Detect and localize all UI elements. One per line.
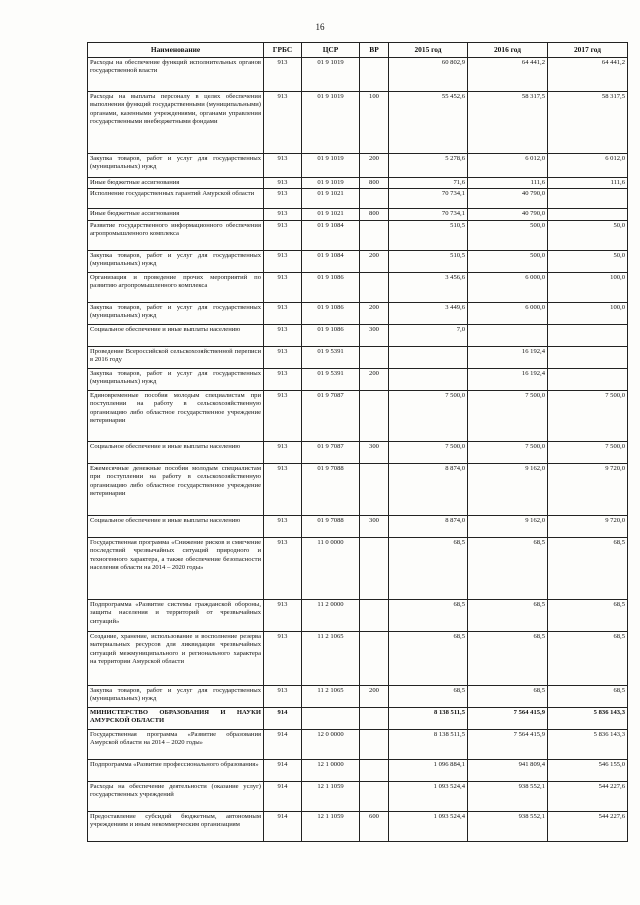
cell-2017: [548, 209, 628, 220]
cell-2016: 6 000,0: [468, 272, 548, 302]
cell-2016: 111,6: [468, 178, 548, 189]
cell-grbs: 914: [264, 811, 302, 841]
cell-2016: 64 441,2: [468, 58, 548, 92]
cell-name: Социальное обеспечение и иные выплаты населению: [88, 515, 264, 537]
cell-2015: 70 734,1: [389, 209, 468, 220]
cell-name: Исполнение государственных гарантий Амурской области: [88, 189, 264, 209]
table-row: [88, 631, 628, 685]
cell-2017: 68,5: [548, 685, 628, 707]
cell-2016: 941 809,4: [468, 759, 548, 781]
cell-csr: 11 0 0000: [302, 537, 360, 599]
cell-csr: 12 1 1059: [302, 811, 360, 841]
table-row: [88, 58, 628, 92]
cell-2015: 1 093 524,4: [389, 781, 468, 811]
table-row: [88, 346, 628, 368]
cell-2016: 7 500,0: [468, 390, 548, 441]
cell-2015: 55 452,6: [389, 92, 468, 154]
table-row: [88, 154, 628, 178]
cell-2016: 938 552,1: [468, 781, 548, 811]
cell-csr: 01 9 1084: [302, 250, 360, 272]
cell-name: Развитие государственного информационного обеспечения агропромышленного комплекса: [88, 220, 264, 250]
table-row: [88, 707, 628, 729]
cell-2015: 68,5: [389, 631, 468, 685]
cell-name: МИНИСТЕРСТВО ОБРАЗОВАНИЯ И НАУКИ АМУРСКОЙ ОБЛАСТИ: [88, 707, 264, 729]
table-row: [88, 537, 628, 599]
cell-2016: 6 012,0: [468, 154, 548, 178]
cell-vr: [360, 631, 389, 685]
cell-grbs: 913: [264, 209, 302, 220]
cell-csr: 01 9 1019: [302, 154, 360, 178]
cell-name: Подпрограмма «Развитие профессионального образования»: [88, 759, 264, 781]
cell-vr: 300: [360, 515, 389, 537]
cell-grbs: 913: [264, 390, 302, 441]
cell-grbs: 913: [264, 250, 302, 272]
cell-vr: [360, 781, 389, 811]
cell-name: Расходы на обеспечение деятельности (оказание услуг) государственных учреждений: [88, 781, 264, 811]
cell-csr: 12 0 0000: [302, 729, 360, 759]
cell-name: Закупка товаров, работ и услуг для государственных (муниципальных) нужд: [88, 685, 264, 707]
cell-csr: 01 9 1021: [302, 209, 360, 220]
table-row: [88, 189, 628, 209]
cell-csr: 01 9 1086: [302, 272, 360, 302]
cell-csr: 12 1 0000: [302, 759, 360, 781]
cell-csr: 01 9 1019: [302, 58, 360, 92]
cell-csr: 01 9 7087: [302, 390, 360, 441]
cell-vr: 200: [360, 250, 389, 272]
cell-2017: 5 836 143,3: [548, 707, 628, 729]
cell-2015: 3 449,6: [389, 302, 468, 324]
cell-vr: 800: [360, 209, 389, 220]
cell-vr: [360, 220, 389, 250]
cell-vr: [360, 707, 389, 729]
cell-2017: [548, 189, 628, 209]
cell-2015: 1 096 884,1: [389, 759, 468, 781]
cell-grbs: 914: [264, 707, 302, 729]
budget-table: [87, 42, 628, 842]
cell-2015: 70 734,1: [389, 189, 468, 209]
cell-2017: 9 720,0: [548, 515, 628, 537]
cell-2017: 64 441,2: [548, 58, 628, 92]
cell-vr: [360, 759, 389, 781]
cell-csr: [302, 707, 360, 729]
cell-2017: 6 012,0: [548, 154, 628, 178]
cell-name: Организация и проведение прочих мероприятий по развитию агропромышленного комплекса: [88, 272, 264, 302]
cell-grbs: 914: [264, 729, 302, 759]
table-row: [88, 759, 628, 781]
cell-csr: 11 2 1065: [302, 685, 360, 707]
table-body: [88, 58, 628, 842]
cell-vr: 600: [360, 811, 389, 841]
header-csr: ЦСР: [302, 43, 360, 58]
table-row: [88, 599, 628, 631]
table-row: [88, 220, 628, 250]
cell-2017: 5 836 143,3: [548, 729, 628, 759]
table-row: [88, 324, 628, 346]
cell-2017: 68,5: [548, 599, 628, 631]
cell-2017: 100,0: [548, 272, 628, 302]
cell-csr: 11 2 0000: [302, 599, 360, 631]
cell-2015: 8 874,0: [389, 463, 468, 515]
cell-2015: 5 278,6: [389, 154, 468, 178]
cell-name: Государственная программа «Развитие образования Амурской области на 2014 – 2020 годы»: [88, 729, 264, 759]
cell-name: Создание, хранение, использование и восполнение резерва материальных ресурсов для ликвидации чрезвычайных ситуаций межмуниципального и регионального характера на территории Амурской области: [88, 631, 264, 685]
cell-2015: [389, 368, 468, 390]
cell-2016: 6 000,0: [468, 302, 548, 324]
cell-2015: 8 874,0: [389, 515, 468, 537]
cell-2016: 40 790,0: [468, 189, 548, 209]
cell-2016: 7 564 415,9: [468, 707, 548, 729]
cell-2016: 68,5: [468, 631, 548, 685]
cell-2015: 3 456,6: [389, 272, 468, 302]
cell-2015: 510,5: [389, 220, 468, 250]
cell-vr: 300: [360, 324, 389, 346]
cell-csr: 01 9 1021: [302, 189, 360, 209]
cell-grbs: 913: [264, 324, 302, 346]
cell-2017: 58 317,5: [548, 92, 628, 154]
cell-csr: 01 9 7087: [302, 441, 360, 463]
cell-csr: 01 9 7088: [302, 463, 360, 515]
cell-name: Государственная программа «Снижение рисков и смягчение последствий чрезвычайных ситуаций природного и техногенного характера, а также обеспечение безопасности населения области на 2014 – 2020 годы»: [88, 537, 264, 599]
cell-vr: 200: [360, 154, 389, 178]
cell-name: Иные бюджетные ассигнования: [88, 178, 264, 189]
table-row: [88, 302, 628, 324]
cell-grbs: 914: [264, 759, 302, 781]
cell-2016: 68,5: [468, 685, 548, 707]
cell-2015: 7 500,0: [389, 441, 468, 463]
cell-2017: 68,5: [548, 537, 628, 599]
table-header-row: [88, 43, 628, 58]
cell-name: Социальное обеспечение и иные выплаты населению: [88, 324, 264, 346]
cell-vr: 200: [360, 368, 389, 390]
cell-grbs: 913: [264, 189, 302, 209]
cell-2017: 546 155,0: [548, 759, 628, 781]
cell-vr: 200: [360, 685, 389, 707]
cell-2017: [548, 346, 628, 368]
table-row: [88, 250, 628, 272]
cell-grbs: 913: [264, 631, 302, 685]
header-vr: ВР: [360, 43, 389, 58]
cell-csr: 01 9 1086: [302, 302, 360, 324]
cell-2017: 100,0: [548, 302, 628, 324]
table-row: [88, 811, 628, 841]
header-2016: 2016 год: [468, 43, 548, 58]
cell-2016: 9 162,0: [468, 515, 548, 537]
cell-2017: [548, 368, 628, 390]
cell-2016: 16 192,4: [468, 368, 548, 390]
table-row: [88, 463, 628, 515]
cell-name: Единовременные пособия молодым специалистам при поступлении на работу в сельскохозяйственную организацию либо областное государственное учреждение ветеринарии: [88, 390, 264, 441]
cell-2016: 938 552,1: [468, 811, 548, 841]
cell-vr: [360, 189, 389, 209]
cell-vr: [360, 346, 389, 368]
cell-vr: 200: [360, 302, 389, 324]
cell-grbs: 913: [264, 515, 302, 537]
table-row: [88, 92, 628, 154]
cell-csr: 01 9 1019: [302, 92, 360, 154]
cell-2017: [548, 324, 628, 346]
cell-vr: 300: [360, 441, 389, 463]
table-row: [88, 729, 628, 759]
cell-csr: 01 9 5391: [302, 368, 360, 390]
cell-vr: [360, 537, 389, 599]
cell-2015: 1 093 524,4: [389, 811, 468, 841]
cell-2016: 7 564 415,9: [468, 729, 548, 759]
cell-vr: [360, 463, 389, 515]
cell-2016: 500,0: [468, 220, 548, 250]
cell-grbs: 913: [264, 220, 302, 250]
cell-2015: 7 500,0: [389, 390, 468, 441]
cell-2016: 40 790,0: [468, 209, 548, 220]
cell-name: Закупка товаров, работ и услуг для государственных (муниципальных) нужд: [88, 302, 264, 324]
cell-vr: [360, 272, 389, 302]
cell-csr: 01 9 1086: [302, 324, 360, 346]
cell-vr: [360, 390, 389, 441]
cell-vr: [360, 58, 389, 92]
table-row: [88, 390, 628, 441]
cell-2016: 9 162,0: [468, 463, 548, 515]
cell-2015: 7,0: [389, 324, 468, 346]
cell-csr: 01 9 7088: [302, 515, 360, 537]
cell-name: Закупка товаров, работ и услуг для государственных (муниципальных) нужд: [88, 154, 264, 178]
cell-2016: 500,0: [468, 250, 548, 272]
header-2015: 2015 год: [389, 43, 468, 58]
cell-2015: 510,5: [389, 250, 468, 272]
cell-2017: 50,0: [548, 250, 628, 272]
cell-name: Социальное обеспечение и иные выплаты населению: [88, 441, 264, 463]
cell-csr: 11 2 1065: [302, 631, 360, 685]
cell-name: Предоставление субсидий бюджетным, автономным учреждениям и иным некоммерческим организациям: [88, 811, 264, 841]
cell-grbs: 913: [264, 178, 302, 189]
cell-name: Расходы на выплаты персоналу в целях обеспечения выполнения функций государственными (муниципальными) органами, казенными учреждениями, органами управления государственными внебюджетными фондами: [88, 92, 264, 154]
cell-grbs: 913: [264, 685, 302, 707]
cell-vr: 800: [360, 178, 389, 189]
cell-csr: 01 9 1084: [302, 220, 360, 250]
table-row: [88, 685, 628, 707]
cell-name: Расходы на обеспечение функций исполнительных органов государственной власти: [88, 58, 264, 92]
cell-2016: 7 500,0: [468, 441, 548, 463]
cell-name: Закупка товаров, работ и услуг для государственных (муниципальных) нужд: [88, 368, 264, 390]
cell-grbs: 913: [264, 368, 302, 390]
cell-2017: 68,5: [548, 631, 628, 685]
cell-2015: 71,6: [389, 178, 468, 189]
cell-2017: 7 500,0: [548, 441, 628, 463]
cell-grbs: 913: [264, 463, 302, 515]
page-number: 16: [315, 22, 325, 32]
cell-2017: 111,6: [548, 178, 628, 189]
cell-grbs: 913: [264, 302, 302, 324]
cell-vr: [360, 599, 389, 631]
cell-2017: 7 500,0: [548, 390, 628, 441]
cell-grbs: 913: [264, 441, 302, 463]
cell-vr: 100: [360, 92, 389, 154]
cell-2017: 544 227,6: [548, 781, 628, 811]
cell-grbs: 913: [264, 537, 302, 599]
cell-grbs: 914: [264, 781, 302, 811]
cell-name: Закупка товаров, работ и услуг для государственных (муниципальных) нужд: [88, 250, 264, 272]
cell-csr: 01 9 5391: [302, 346, 360, 368]
header-name: Наименование: [88, 43, 264, 58]
cell-grbs: 913: [264, 58, 302, 92]
cell-2015: 8 138 511,5: [389, 707, 468, 729]
header-grbs: ГРБС: [264, 43, 302, 58]
table-row: [88, 209, 628, 220]
cell-2015: 68,5: [389, 537, 468, 599]
cell-2015: [389, 346, 468, 368]
table-row: [88, 781, 628, 811]
header-2017: 2017 год: [548, 43, 628, 58]
cell-name: Ежемесячные денежные пособия молодым специалистам при поступлении на работу в сельскохозяйственную организацию либо областное государственное учреждение ветеринарии: [88, 463, 264, 515]
cell-2017: 544 227,6: [548, 811, 628, 841]
cell-grbs: 913: [264, 272, 302, 302]
cell-2016: [468, 324, 548, 346]
cell-2016: 68,5: [468, 537, 548, 599]
cell-2015: 8 138 511,5: [389, 729, 468, 759]
table-row: [88, 368, 628, 390]
cell-name: Иные бюджетные ассигнования: [88, 209, 264, 220]
cell-2015: 68,5: [389, 599, 468, 631]
cell-vr: [360, 729, 389, 759]
cell-2015: 68,5: [389, 685, 468, 707]
cell-2016: 16 192,4: [468, 346, 548, 368]
table-row: [88, 272, 628, 302]
table-row: [88, 178, 628, 189]
cell-2015: 60 802,9: [389, 58, 468, 92]
table-row: [88, 515, 628, 537]
cell-grbs: 913: [264, 92, 302, 154]
cell-grbs: 913: [264, 154, 302, 178]
cell-2017: 50,0: [548, 220, 628, 250]
table-row: [88, 441, 628, 463]
cell-2017: 9 720,0: [548, 463, 628, 515]
cell-2016: 58 317,5: [468, 92, 548, 154]
cell-csr: 12 1 1059: [302, 781, 360, 811]
cell-grbs: 913: [264, 599, 302, 631]
cell-grbs: 913: [264, 346, 302, 368]
cell-name: Подпрограмма «Развитие системы гражданской обороны, защиты населения и территорий от чрезвычайных ситуаций»: [88, 599, 264, 631]
cell-csr: 01 9 1019: [302, 178, 360, 189]
cell-name: Проведение Всероссийской сельскохозяйственной переписи в 2016 году: [88, 346, 264, 368]
cell-2016: 68,5: [468, 599, 548, 631]
